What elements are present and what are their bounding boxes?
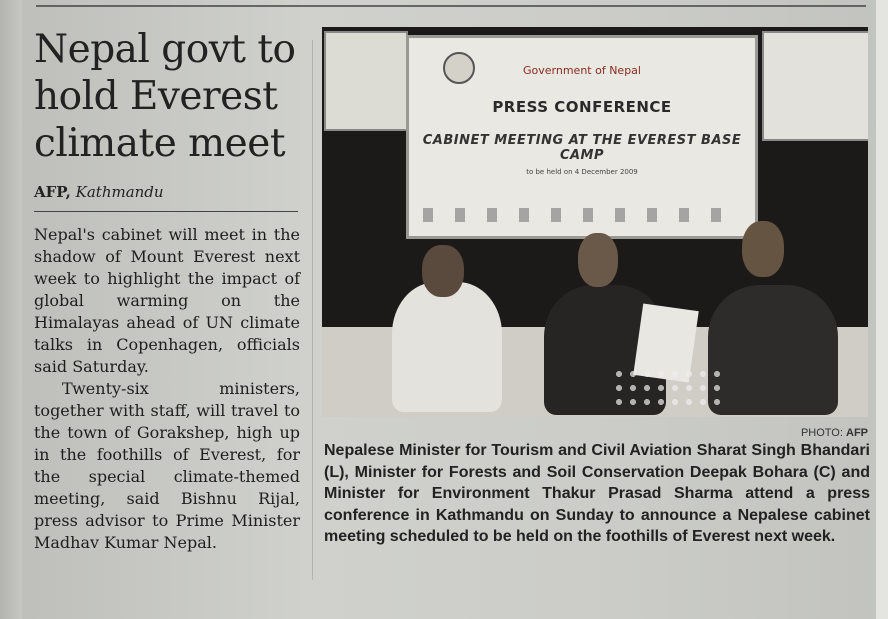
column-divider — [312, 40, 313, 580]
banner-title: PRESS CONFERENCE — [492, 98, 672, 116]
page-edge — [876, 0, 888, 619]
minister-right — [708, 285, 838, 415]
conference-banner — [406, 35, 758, 239]
byline-agency: AFP, — [34, 183, 71, 201]
photo-caption: Nepalese Minister for Tourism and Civil Aviation Sharat Singh Bhandari (L), Minister for Forests and Soil Conservation Deepak Bohara (C) and Minister for Environment Thakur Prasad Sharma attend a press conference in Kathmandu on Sunday to announce a Nepalese cabinet meeting scheduled to be held on the foothills of Everest next week. — [324, 442, 870, 545]
wall-poster — [324, 31, 408, 131]
photo-credit-source: AFP — [846, 427, 868, 439]
headline: Nepal govt to hold Everest climate meet — [34, 27, 296, 166]
byline — [34, 183, 164, 201]
photo-credit — [776, 427, 868, 439]
article-body — [34, 224, 300, 554]
banner-date: to be held on 4 December 2009 — [526, 168, 638, 176]
minister-center-head — [578, 233, 618, 287]
banner-subtitle: CABINET MEETING AT THE EVEREST BASE CAMP — [422, 133, 742, 163]
top-rule — [36, 5, 866, 7]
byline-place: Kathmandu — [75, 183, 164, 201]
page-fold-shadow — [0, 0, 22, 619]
table-flowers — [612, 367, 722, 407]
minister-left — [392, 282, 502, 412]
photo-credit-label: PHOTO: — [800, 427, 843, 439]
minister-left-head — [422, 245, 464, 297]
minister-right-head — [742, 221, 784, 277]
nepal-flag-poster — [762, 31, 868, 141]
banner-government: Government of Nepal — [523, 64, 641, 77]
paragraph-2: Twenty-six ministers, together with staff, will travel to the town of Gorakshep, high up in the foothills of Everest, for the special climate-themed meeting, said Bishnu Rijal, press advisor to Prime Minister Madhav Kumar Nepal. — [34, 379, 300, 552]
paragraph-1: Nepal's cabinet will meet in the shadow of Mount Everest next week to highlight the impact of global warming on the Himalayas ahead of UN climate talks in Copenhagen, officials said Saturday. — [34, 225, 300, 376]
press-conference-photo — [322, 27, 868, 417]
sponsor-logos — [423, 208, 733, 222]
byline-rule — [34, 211, 298, 212]
